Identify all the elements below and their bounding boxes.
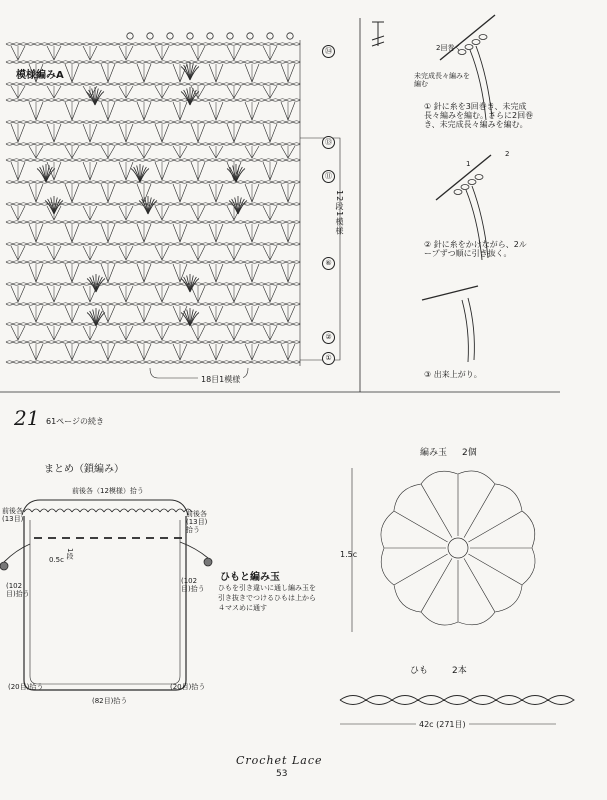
stitch-symbol bbox=[372, 22, 384, 46]
ball-petal bbox=[495, 585, 522, 612]
string-length: 42c (271目) bbox=[416, 720, 469, 729]
gap-label: 0.5c bbox=[49, 556, 64, 564]
step2-text: ② 針に糸をかけながら、2ループずつ順に引き抜く。 bbox=[424, 240, 527, 259]
yarn-wrap bbox=[465, 45, 473, 50]
top-pickup-label: 前後各（12模様）拾う bbox=[72, 487, 144, 495]
chain-row bbox=[6, 159, 300, 162]
footer-brand: Crochet Lace bbox=[236, 754, 323, 767]
ball-petal bbox=[522, 511, 535, 548]
ball-center bbox=[448, 538, 468, 558]
chain-row bbox=[6, 83, 300, 86]
cord-note: ひもを引き違いに通し編み玉を引き抜きでつけるひもは上から４マスめに通す bbox=[218, 584, 316, 612]
row-label: ⑥ bbox=[322, 257, 335, 270]
ball-petal bbox=[458, 471, 495, 484]
gap-rows: 1段 bbox=[66, 548, 75, 560]
yarn-wrap bbox=[468, 180, 476, 185]
step2-mark: 2 bbox=[505, 150, 510, 158]
yarn-wrap bbox=[461, 185, 469, 190]
right-side-label: 前後各 (13目)拾う bbox=[186, 510, 208, 535]
picot-bead bbox=[147, 33, 153, 39]
bag-inner bbox=[30, 520, 180, 684]
left-length: (102目)拾う bbox=[6, 582, 30, 599]
ball-left bbox=[0, 562, 8, 570]
yarn-wrap bbox=[475, 175, 483, 180]
step1-note-b: 未完成長々編みを編む bbox=[414, 72, 470, 89]
bottom-left-label: (20目)拾う bbox=[8, 683, 44, 691]
picot-bead bbox=[207, 33, 213, 39]
picot-bead bbox=[167, 33, 173, 39]
ball-petal bbox=[381, 548, 394, 585]
ball-petal bbox=[381, 511, 394, 548]
ball-petal bbox=[421, 612, 458, 625]
repeat-label: 12段1模様 bbox=[335, 190, 344, 236]
chain-row bbox=[6, 43, 300, 46]
chain-row bbox=[6, 143, 300, 146]
string-count: 2本 bbox=[452, 666, 467, 676]
chain-row bbox=[6, 341, 300, 344]
chain-row bbox=[6, 243, 300, 246]
string-title: ひも bbox=[410, 666, 429, 676]
picot-bead bbox=[127, 33, 133, 39]
picot-bead bbox=[227, 33, 233, 39]
step2-mark: 1 bbox=[466, 160, 471, 168]
string-chain bbox=[340, 696, 574, 705]
footer-page: 53 bbox=[276, 769, 288, 779]
ball-petal bbox=[458, 612, 495, 625]
yarn-loop bbox=[462, 298, 474, 362]
picot-bead bbox=[187, 33, 193, 39]
cord-title: ひもと編み玉 bbox=[220, 572, 280, 583]
picot-bead bbox=[267, 33, 273, 39]
ball-petal bbox=[394, 585, 421, 612]
row-label: ⑬ bbox=[322, 136, 335, 149]
hook-shaft bbox=[422, 286, 478, 300]
step1-note-a: 2回巻く bbox=[436, 44, 462, 52]
section-continued: 61ページの続き bbox=[46, 417, 105, 426]
repeat-bracket bbox=[300, 138, 340, 360]
chain-row bbox=[6, 181, 300, 184]
picot-bead bbox=[287, 33, 293, 39]
yarn-wrap bbox=[472, 40, 480, 45]
ball-petal bbox=[394, 484, 421, 511]
right-length: (102目)拾う bbox=[181, 577, 205, 594]
picot-bead bbox=[247, 33, 253, 39]
pattern-a-title: 模様編みA bbox=[16, 70, 64, 81]
yarn-wrap bbox=[479, 35, 487, 40]
row-label: ① bbox=[322, 352, 335, 365]
chain-row bbox=[6, 61, 300, 64]
cord-tail bbox=[4, 542, 208, 562]
ball-petal bbox=[495, 484, 522, 511]
finishing-title: まとめ（鎖編み） bbox=[44, 464, 124, 475]
chain-row bbox=[6, 283, 300, 286]
width-label: 18目1模様 bbox=[198, 375, 243, 384]
chain-row bbox=[6, 323, 300, 326]
chain-row bbox=[6, 303, 300, 306]
chain-row bbox=[6, 261, 300, 264]
chain-row bbox=[6, 121, 300, 124]
bag-outline bbox=[24, 516, 186, 690]
ball-title: 編み玉 bbox=[420, 448, 448, 458]
step3-text: ③ 出来上がり。 bbox=[424, 370, 482, 379]
chain-row bbox=[6, 221, 300, 224]
row-label: ㉞ bbox=[322, 45, 335, 58]
section-number: 21 bbox=[14, 406, 40, 430]
ball-right bbox=[204, 558, 212, 566]
bottom-mid-label: (82目)拾う bbox=[92, 697, 128, 705]
ball-count: 2個 bbox=[462, 448, 477, 458]
left-side-label: 前後各 (13目) bbox=[2, 507, 24, 524]
chain-row bbox=[6, 99, 300, 102]
chain-row bbox=[6, 361, 300, 364]
row-label: ⑪ bbox=[322, 170, 335, 183]
ball-petal bbox=[421, 471, 458, 484]
bag-scallop bbox=[24, 509, 192, 512]
ball-size: 1.5c bbox=[340, 550, 358, 559]
ball-petal bbox=[522, 548, 535, 585]
bottom-right-label: (20目)拾う bbox=[170, 683, 206, 691]
row-label: ② bbox=[322, 331, 335, 344]
step1-text: ① 針に糸を3回巻き、未完成長々編みを編む。さらに2回巻き、未完成長々編みを編む。 bbox=[424, 102, 534, 130]
bag-top bbox=[22, 500, 188, 515]
yarn-wrap bbox=[454, 190, 462, 195]
